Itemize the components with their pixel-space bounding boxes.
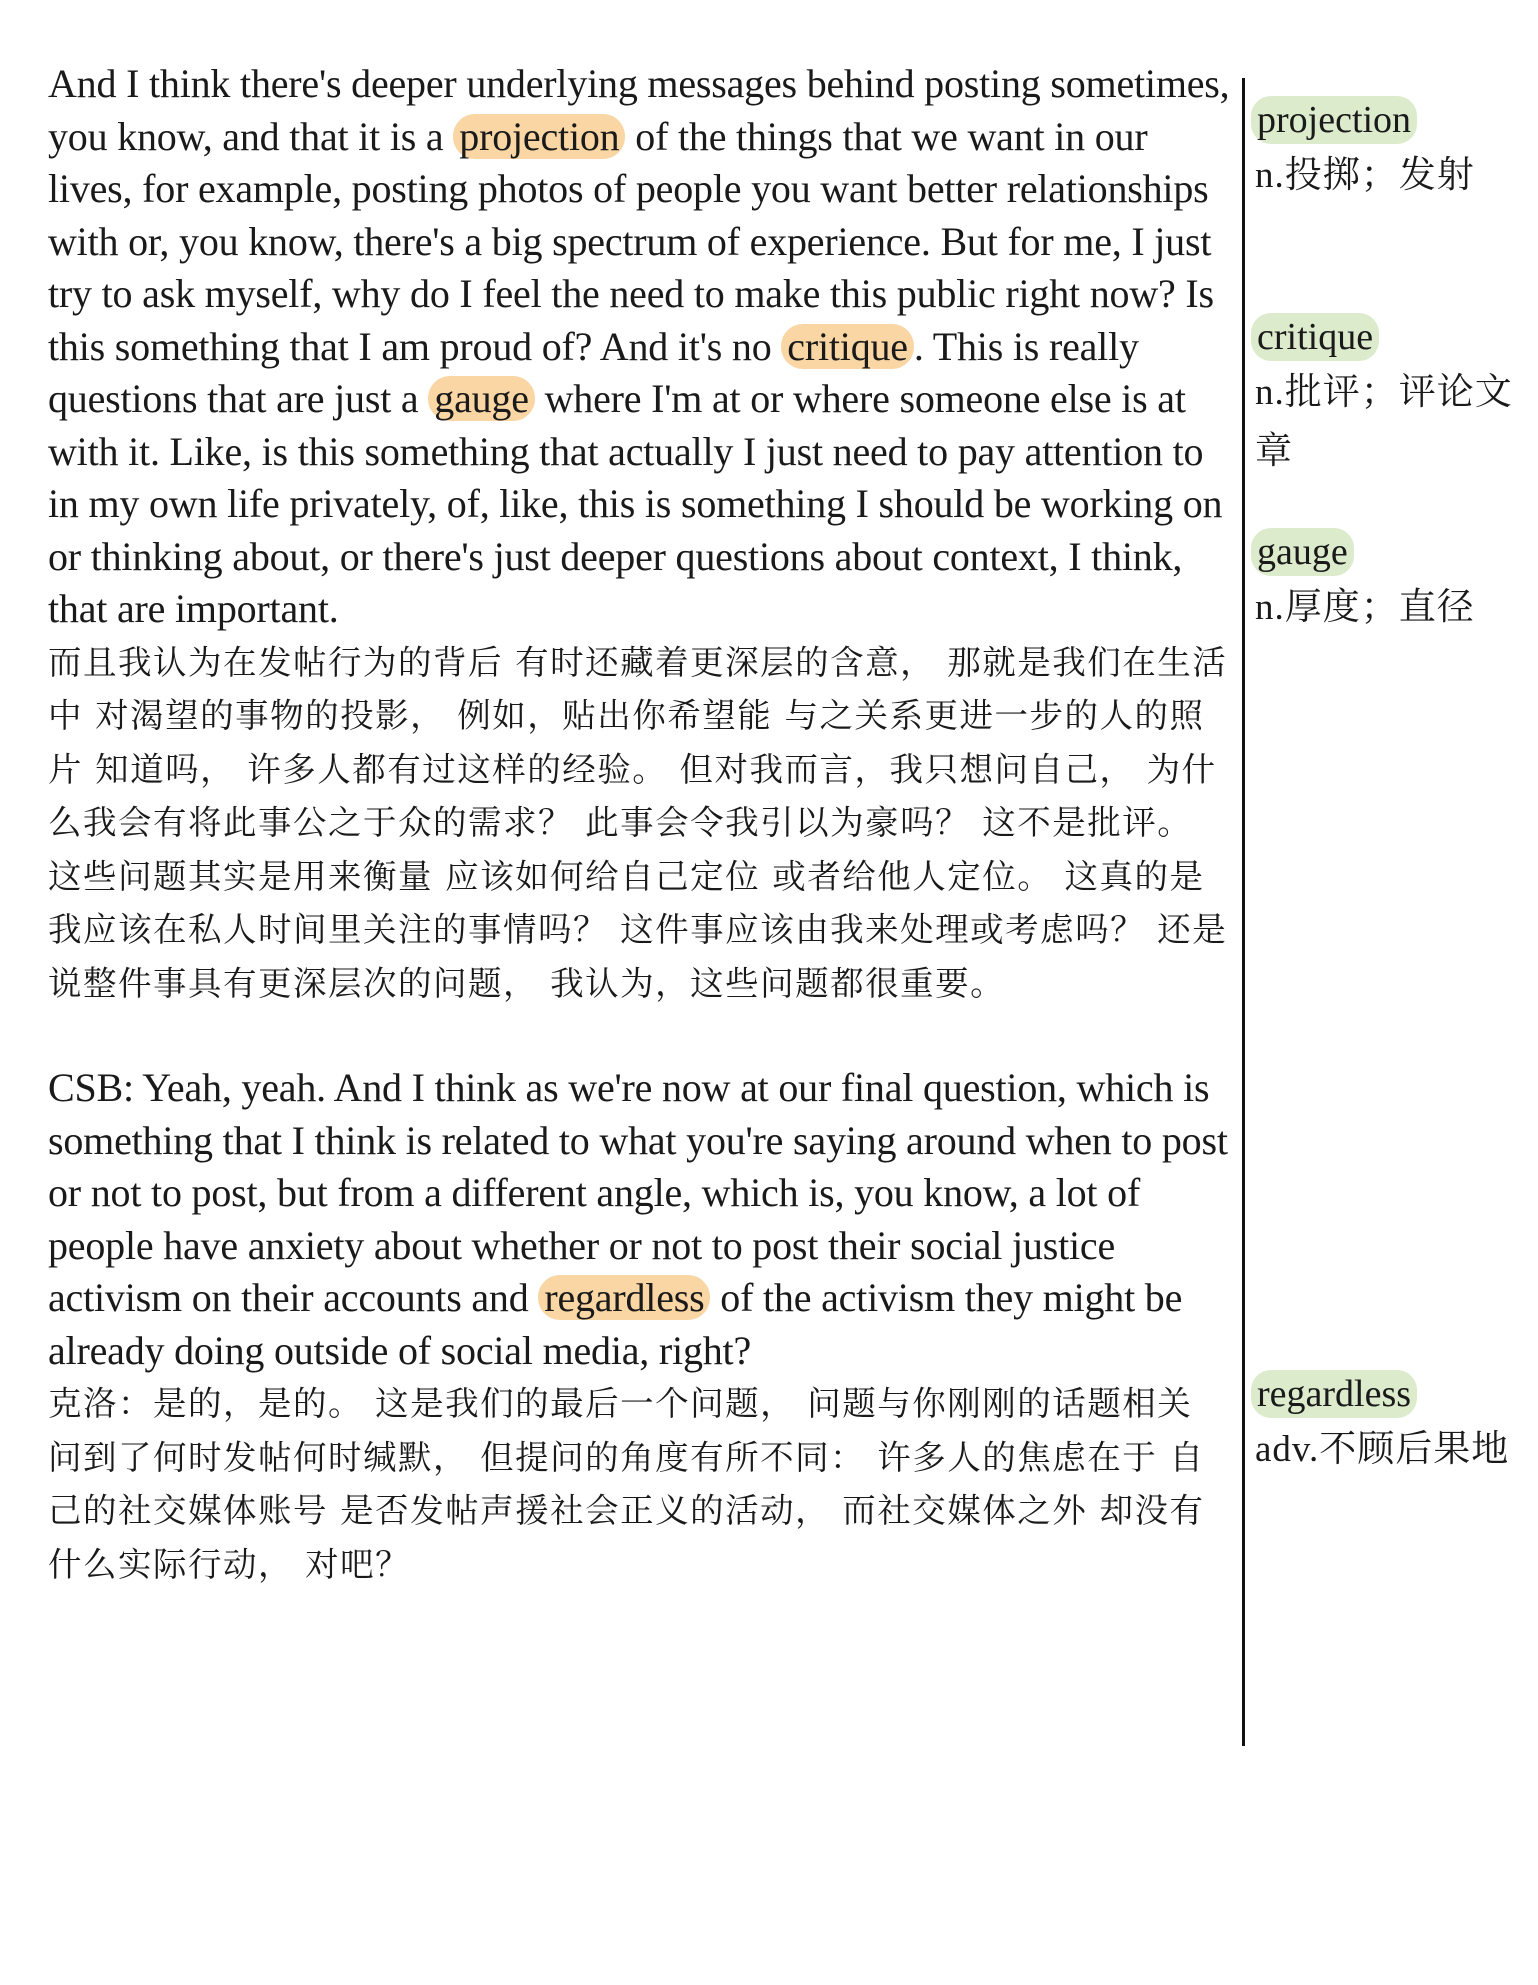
gloss-word: critique bbox=[1251, 313, 1379, 361]
text-segment: where I'm at or where someone else is at with it. Like, is this something that actually I just need to pay attention to in my own life privately, of, like, this is something I should be working on or thinking about, or there's just deeper questions about context, I think, that are important. bbox=[48, 376, 1223, 631]
column-divider bbox=[1242, 78, 1245, 1746]
text-segment: of the things that we want in our lives, for example, posting photos of people you want better relationships with or, you know, there's a big spectrum of experience. But for me, I just try to ask myself, why do I feel the need to make this public right now? Is this something that I am proud of? And it's no bbox=[48, 113, 1214, 369]
highlighted-word: critique bbox=[781, 324, 914, 369]
text-segment: . This is really questions that are just a bbox=[48, 323, 1139, 421]
paragraph-2-english bbox=[48, 1062, 1233, 1377]
paragraph-1-english bbox=[48, 58, 1233, 636]
gloss-definition: n.投掷；发射 bbox=[1255, 153, 1475, 196]
gloss-entry-gauge bbox=[1255, 528, 1525, 637]
text-segment: And I think there's deeper underlying messages behind posting sometimes, you know, and that it is a bbox=[48, 61, 1230, 159]
gloss-definition: adv.不顾后果地 bbox=[1255, 1427, 1510, 1470]
gloss-word: projection bbox=[1251, 96, 1417, 144]
gloss-word: regardless bbox=[1251, 1370, 1417, 1418]
highlighted-word: projection bbox=[453, 114, 625, 159]
gloss-definition: n.批评；评论文章 bbox=[1255, 370, 1513, 472]
gloss-definition: n.厚度；直径 bbox=[1255, 585, 1475, 628]
highlighted-word: gauge bbox=[428, 376, 535, 421]
gloss-entry-critique bbox=[1255, 313, 1525, 480]
transcript bbox=[48, 58, 1233, 1591]
gloss-entry-regardless bbox=[1255, 1370, 1525, 1479]
paragraph-2-chinese: 克洛：是的，是的。 这是我们的最后一个问题， 问题与你刚刚的话题相关 问到了何时发帖何时缄默， 但提问的角度有所不同： 许多人的焦虑在于 自己的社交媒体账号 是否发帖声援社会正义的活动， 而社交媒体之外 却没有什么实际行动， 对吧？ bbox=[48, 1384, 1205, 1584]
text-segment: of the activism they might be already doing outside of social media, right? bbox=[48, 1275, 1183, 1373]
gloss-entry-projection bbox=[1255, 96, 1525, 205]
highlighted-word: regardless bbox=[538, 1275, 710, 1320]
text-segment: CSB: Yeah, yeah. And I think as we're now at our final question, which is something that I think is related to what you're saying around when to post or not to post, but from a different angle, which is, you know, a lot of people have anxiety about whether or not to post their social justice activism on their accounts and bbox=[48, 1065, 1228, 1320]
gloss-word: gauge bbox=[1251, 528, 1354, 576]
paragraph-1-chinese: 而且我认为在发帖行为的背后 有时还藏着更深层的含意， 那就是我们在生活中 对渴望的事物的投影， 例如，贴出你希望能 与之关系更进一步的人的照片 知道吗， 许多人都有过这样的经验。 但对我而言，我只想问自己， 为什么我会有将此事公之于众的需求？ 此事会令我引以为豪吗？ 这不是批评。 这些问题其实是用来衡量 应该如何给自己定位 或者给他人定位。 这真的是 我应该在私人时间里关注的事情吗？ 这件事应该由我来处理或考虑吗？ 还是说整件事具有更深层次的问题， 我认为，这些问题都很重要。 bbox=[48, 642, 1228, 1003]
